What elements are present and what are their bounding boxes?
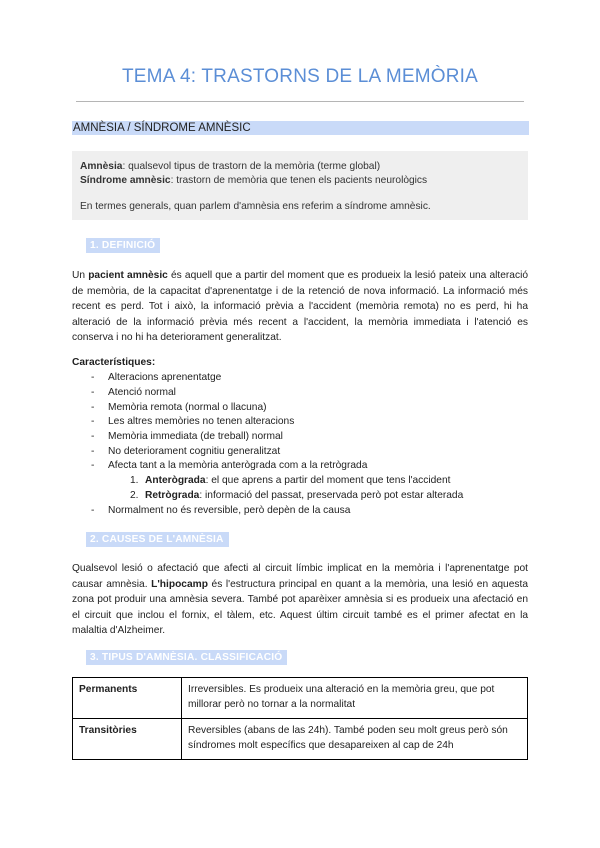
- list-item: - Memòria immediata (de treball) normal: [91, 431, 283, 442]
- syndrome-definition: Síndrome amnèsic: trastorn de memòria que tenen els pacients neurològics: [80, 175, 428, 186]
- heading-definicio: 1. DEFINICIÓ: [86, 238, 160, 253]
- list-item: - Memòria remota (normal o llacuna): [91, 402, 267, 413]
- list-item: - Atenció normal: [91, 387, 176, 398]
- heading-causes: 2. CAUSES DE L'AMNÈSIA: [86, 532, 229, 547]
- description-cell: Irreversibles. Es produeix una alteració en la memòria greu, que pot millorar però no tornar a la normalitat: [182, 678, 528, 719]
- sub-list-item-retrograda: 2. Retrògrada: informació del passat, preservada però pot estar alterada: [130, 490, 464, 501]
- title-divider: [76, 101, 524, 102]
- type-cell: Permanents: [73, 678, 182, 719]
- list-item: - Afecta tant a la memòria anterògrada com a la retrògrada: [91, 460, 368, 471]
- table-row: [73, 719, 528, 760]
- section-heading: AMNÈSIA / SÍNDROME AMNÈSIC: [72, 121, 529, 135]
- list-item: - No deteriorament cognitiu generalitzat: [91, 446, 281, 457]
- amnesia-definition: Amnèsia: qualsevol tipus de trastorn de la memòria (terme global): [80, 161, 381, 172]
- list-item: - Les altres memòries no tenen alteracions: [91, 416, 295, 427]
- description-cell: Reversibles (abans de las 24h). També poden seu molt greus però són síndromes molt específics que desapareixen al cap de 24h: [182, 719, 528, 760]
- definition-box: [72, 151, 528, 220]
- table-row: [73, 678, 528, 719]
- general-note: En termes generals, quan parlem d'amnèsia ens referim a síndrome amnèsic.: [80, 201, 431, 212]
- sub-list-item-anterograda: 1. Anterògrada: el que aprens a partir del moment que tens l'accident: [130, 475, 451, 486]
- list-item: - Alteracions aprenentatge: [91, 372, 222, 383]
- list-item: - Normalment no és reversible, però depèn de la causa: [91, 505, 351, 516]
- definition-paragraph: Un pacient amnèsic és aquell que a partir del moment que es produeix la lesió pateix una alteració de memòria, de la capacitat d'aprenentatge i de la retenció de nova informació. La informació més recent es perd. Tot i això, la informació prèvia a l'accident (memòria remota) no es perd, hi ha alteració de la informació prèvia més recent a l'accident, la memòria immediata i l'atenció es conserva i no hi ha deteriorament generalitzat.: [72, 270, 528, 343]
- page-title: TEMA 4: TRASTORNS DE LA MEMÒRIA: [121, 66, 479, 87]
- characteristics-title: Característiques:: [72, 357, 156, 368]
- amnesia-types-table: [72, 677, 528, 760]
- type-cell: Transitòries: [73, 719, 182, 760]
- causes-paragraph: Qualsevol lesió o afectació que afecti al circuit límbic implicat en la memòria i l'aprenentatge pot causar amnèsia. L'hipocamp és l'estructura principal en quant a la memòria, una lesió en aquesta zona pot produir una amnèsia severa. També pot aparèixer amnèsia si es produeix una afectació en el circuit que inclou el fornix, el tàlem, etc. Aquest últim circuit també es el primer afectat en la malaltia d'Alzheimer.: [72, 563, 528, 636]
- heading-tipus: 3. TIPUS D'AMNÈSIA. CLASSIFICACIÓ: [86, 650, 287, 665]
